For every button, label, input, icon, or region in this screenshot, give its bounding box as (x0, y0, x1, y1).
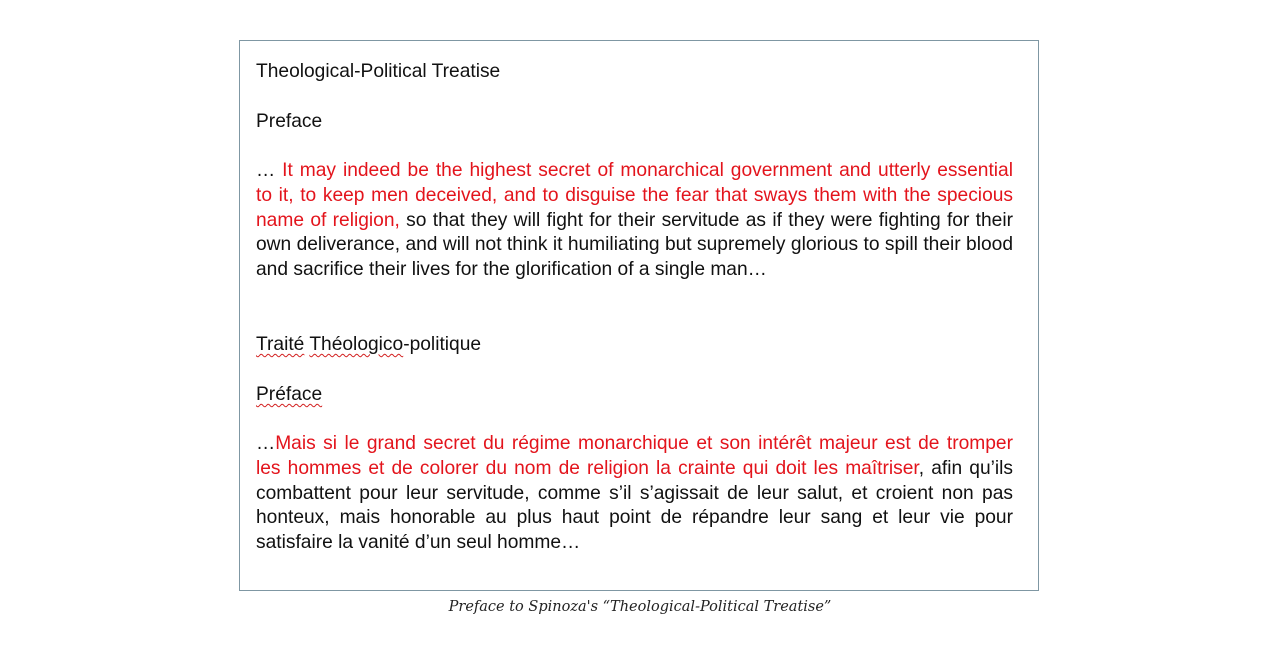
english-plain-text: so that they will fight for their servitude as if they were fighting for their own deliverance, and will not think it humiliating but supremely glorious to spill their blood and sacrifice their lives for the glorification of a single man… (256, 209, 1013, 281)
french-title-rest: -politique (403, 334, 482, 355)
french-highlighted-text: Mais si le grand secret du régime monarchique et son intérêt majeur est de tromper les hommes et de colorer du nom de religion la crainte qui doit les maîtriser (256, 433, 1013, 479)
french-paragraph (256, 432, 1013, 556)
french-lead-ellipsis: … (256, 433, 276, 454)
french-title (256, 333, 481, 357)
figure-caption: Preface to Spinoza's “Theological-Political Treatise” (448, 599, 832, 615)
french-plain-text: , afin qu’ils combattent pour leur servitude, comme s’il s’agissait de leur salut, et croient non pas honteux, mais honorable au plus haut point de répandre leur sang et leur vie pour satisfaire la vanité d’un seul homme… (256, 457, 1013, 554)
document-excerpt-frame (239, 40, 1039, 591)
french-title-word-1: Traité (256, 334, 305, 355)
french-section-heading (256, 383, 322, 407)
english-title: Theological-Political Treatise (256, 61, 501, 82)
english-section-heading: Preface (256, 111, 323, 132)
english-highlighted-text: It may indeed be the highest secret of monarchical government and utterly essential to it, to keep men deceived, and to disguise the fear that sways them with the specious name of religion, (256, 160, 1013, 231)
french-section-word: Préface (256, 384, 323, 405)
french-title-word-2: Théologico (309, 334, 404, 355)
english-lead-ellipsis: … (256, 160, 283, 181)
english-paragraph (256, 159, 1013, 283)
